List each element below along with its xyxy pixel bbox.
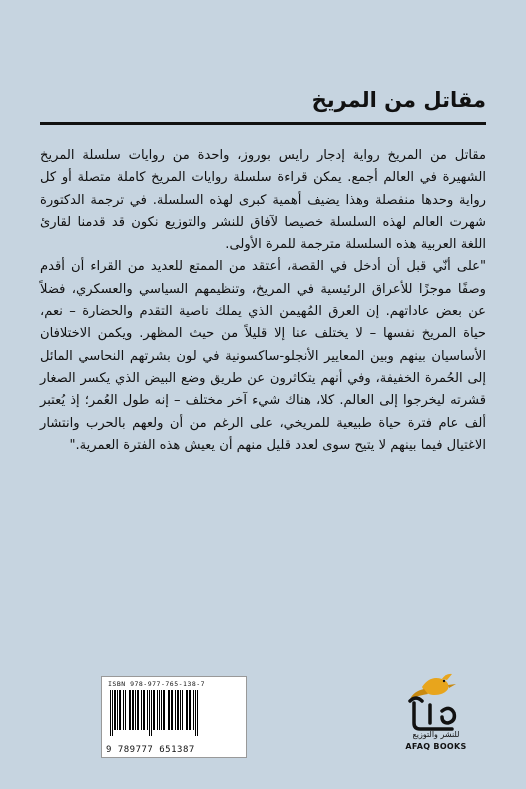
barcode-bar: [112, 690, 113, 736]
back-cover-text: [40, 145, 486, 457]
barcode-bar: [163, 690, 165, 730]
barcode-bar: [182, 690, 183, 730]
barcode-bar: [143, 690, 145, 730]
barcode-bar: [189, 690, 191, 730]
barcode-bar: [161, 690, 162, 730]
barcode-bar: [195, 690, 196, 736]
synopsis-paragraph: مقاتل من المريخ رواية إدجار رايس بوروز، واحدة من روايات سلسلة المريخ الشهيرة في العالم أجمع. يمكن قراءة سلسلة روايات المريخ كاملة متصلة أو كل رواية وحدها منفصلة وهذا يضيف أهمية كبرى لهذه السلسلة. في ترجمة الدكتورة شهرت العالم لهذه السلسلة خصيصا لآفاق للنشر والتوزيع نكون قد قدمنا لقارئ اللغة العربية هذه السلسلة مترجمة للمرة الأولى.: [40, 148, 486, 253]
barcode-bar: [137, 690, 139, 730]
barcode-bar: [180, 690, 181, 730]
barcode-bar: [175, 690, 176, 730]
barcode-bar: [114, 690, 116, 730]
barcode-bars: [110, 690, 238, 736]
afaq-mark-icon: [410, 698, 454, 729]
barcode-bar: [197, 690, 198, 736]
isbn-barcode: [101, 676, 247, 758]
barcode-bar: [171, 690, 173, 730]
title-divider: [40, 122, 486, 125]
isbn-label: ISBN 978-977-765-138-7: [108, 680, 206, 688]
barcode-bar: [159, 690, 160, 730]
barcode-bar: [132, 690, 134, 730]
barcode-bar: [119, 690, 121, 730]
barcode-bar: [141, 690, 142, 730]
barcode-bar: [125, 690, 126, 730]
barcode-bar: [110, 690, 111, 736]
barcode-bar: [149, 690, 150, 736]
publisher-name-arabic: للنشر والتوزيع: [412, 730, 460, 739]
barcode-bar: [147, 690, 148, 730]
barcode-bar: [129, 690, 131, 730]
book-title: مقاتل من المريخ: [311, 88, 486, 112]
bird-icon: [410, 674, 456, 699]
barcode-bar: [123, 690, 124, 730]
barcode-bar: [157, 690, 158, 730]
barcode-bar: [193, 690, 194, 730]
barcode-bar: [153, 690, 155, 730]
barcode-bar: [117, 690, 118, 730]
barcode-number: 9 789777 651387: [106, 745, 195, 755]
barcode-bar: [186, 690, 188, 730]
publisher-name-english: AFAQ BOOKS: [405, 742, 467, 751]
barcode-bar: [168, 690, 170, 730]
barcode-bar: [177, 690, 179, 730]
barcode-bar: [135, 690, 136, 730]
barcode-bar: [151, 690, 152, 736]
excerpt-paragraph: "على أنّي قبل أن أدخل في القصة، أعتقد من الممتع للعديد من القراء أن أقدم وصفًا موجزًا للأعراق الرئيسية في المريخ، وتنظيمهم السياسي والعسكري، فضلاً عن بعض عاداتهم. إن العرق المُهيمن الذي يملك ناصية التقدم والحضارة – نعم، حياة المريخ نفسها – لا يختلف عنا إلا قليلاً من حيث المظهر. ويكمن الاختلافان الأساسيان بينهم وبين المعايير الأنجلو-ساكسونية في لون بشرتهم النحاسي المائل إلى الحُمرة الخفيفة، وفي أنهم يتكاثرون عن طريق وضع البيض الذي يكسر الصغار قشرته ليخرجوا إلى العالم. كلا، هناك شيء آخر مختلف – إنه طول العُمر؛ إذ يُعتبر ألف عام فترة حياة طبيعية للمريخي، على الرغم من أن ولعهم بالحرب وانتشار الاغتيال فيما بينهم لا يتيح سوى لعدد قليل منهم أن يعيش هذه الفترة العمرية.": [40, 259, 486, 453]
